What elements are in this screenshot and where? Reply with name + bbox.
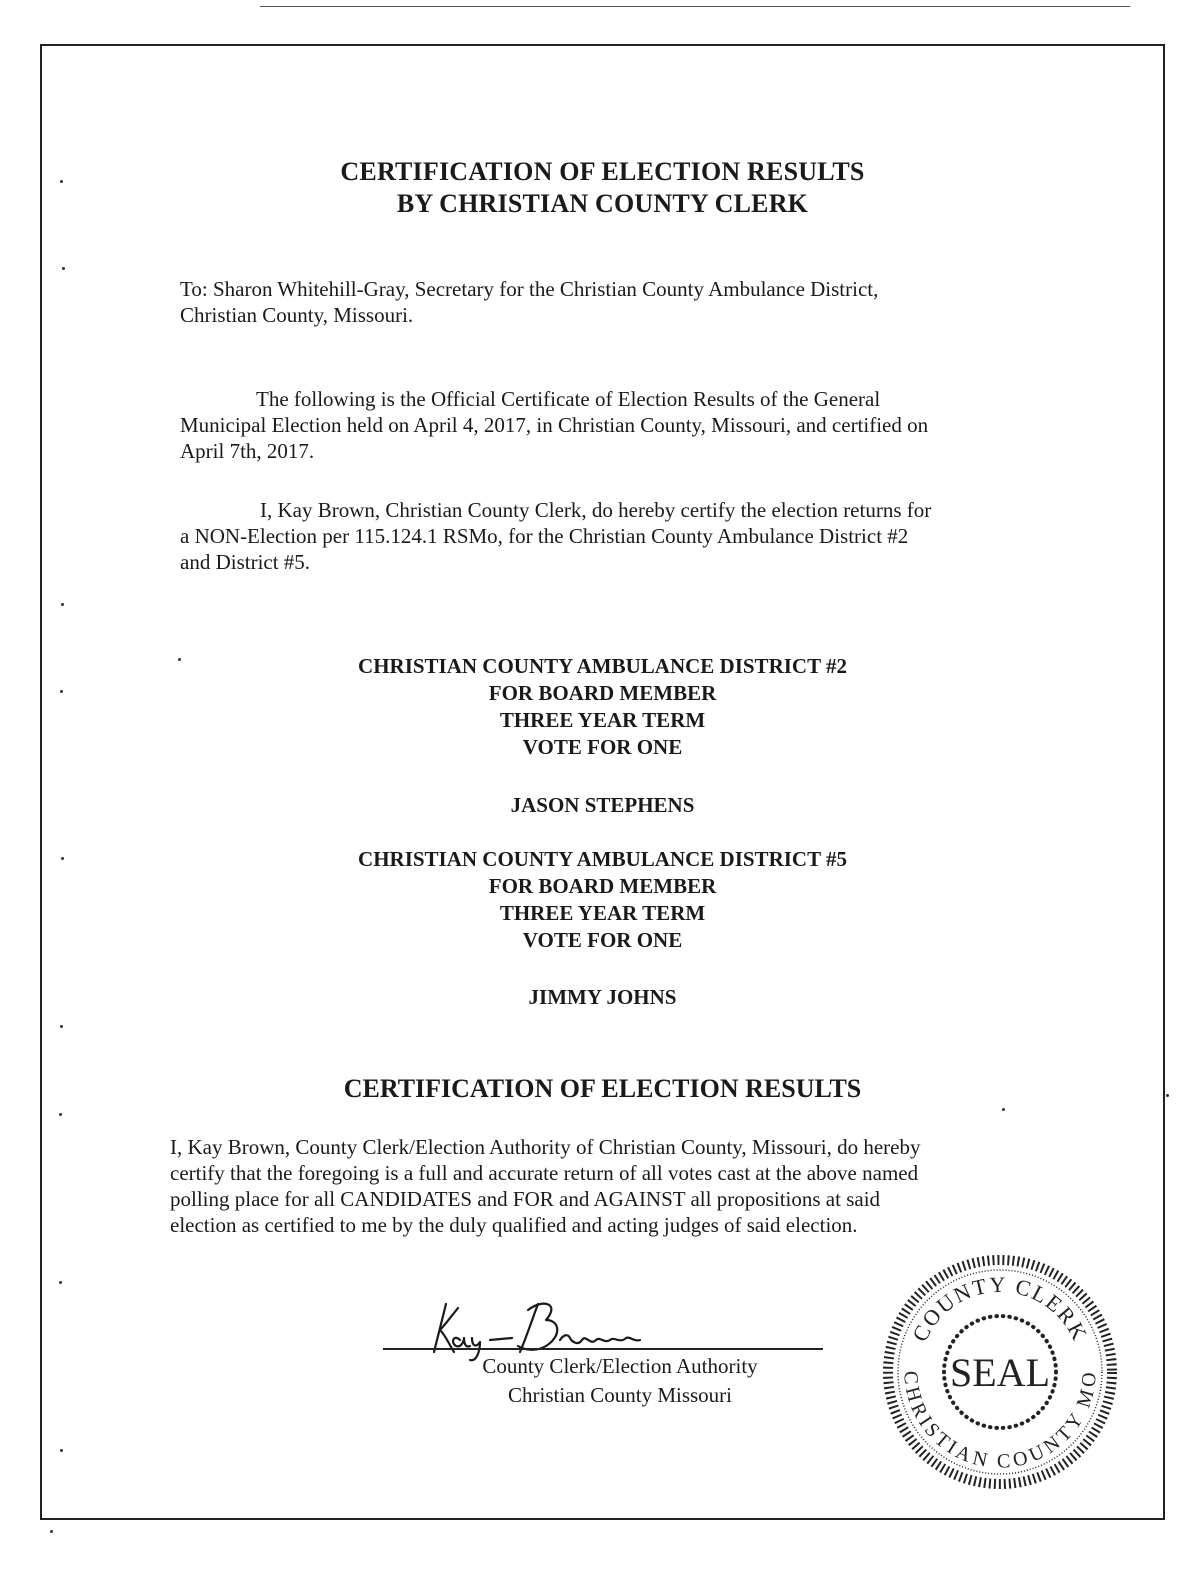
scan-speck [62, 267, 65, 270]
race-vote-instruction: VOTE FOR ONE [522, 928, 683, 952]
addressee-line-1: To: Sharon Whitehill-Gray, Secretary for the Christian County Ambulance District, [180, 277, 879, 301]
certify-line-1: I, Kay Brown, Christian County Clerk, do hereby certify the election returns for [260, 498, 932, 522]
title-line-2: BY CHRISTIAN COUNTY CLERK [396, 189, 809, 218]
intro-line-3: April 7th, 2017. [180, 439, 315, 463]
intro-line-1: The following is the Official Certificate of Election Results of the General [256, 387, 881, 411]
certify-paragraph [180, 497, 931, 575]
race-office: FOR BOARD MEMBER [488, 874, 717, 898]
certification-paragraph [170, 1134, 920, 1238]
addressee [180, 276, 878, 328]
race-vote-instruction: VOTE FOR ONE [522, 735, 683, 759]
seal-top-text: COUNTY CLERK [907, 1271, 1093, 1346]
title-line-1: CERTIFICATION OF ELECTION RESULTS [340, 157, 865, 186]
scan-speck [59, 1113, 62, 1116]
scan-speck [50, 1530, 53, 1533]
race-candidate: JASON STEPHENS [510, 793, 695, 817]
scan-top-rule [260, 6, 1130, 7]
intro-line-2: Municipal Election held on April 4, 2017, in Christian County, Missouri, and certified on [180, 413, 929, 437]
scan-speck [59, 1281, 62, 1284]
certify-line-3: and District #5. [180, 550, 311, 574]
seal-center-text: SEAL [950, 1350, 1050, 1395]
seal-graphic [880, 1252, 1120, 1492]
race-district-name: CHRISTIAN COUNTY AMBULANCE DISTRICT #2 [358, 654, 847, 678]
race-district-5 [0, 846, 1200, 954]
certification-heading: CERTIFICATION OF ELECTION RESULTS [343, 1074, 862, 1103]
signature-caption-line-1: County Clerk/Election Authority [482, 1354, 758, 1378]
race-office: FOR BOARD MEMBER [488, 681, 717, 705]
certify-line-1-wrap [180, 497, 931, 523]
intro-paragraph [180, 386, 928, 464]
signature-line [383, 1348, 823, 1350]
scan-speck [60, 1449, 63, 1452]
addressee-line-2: Christian County, Missouri. [180, 303, 414, 327]
scan-speck [61, 603, 64, 606]
certification-line-2: certify that the foregoing is a full and accurate return of all votes cast at the above named [170, 1161, 919, 1185]
county-clerk-seal [880, 1252, 1120, 1497]
signature-caption [440, 1352, 800, 1410]
race-term: THREE YEAR TERM [499, 901, 706, 925]
seal-bottom-text: CHRISTIAN COUNTY MO [899, 1370, 1101, 1473]
race-district-name: CHRISTIAN COUNTY AMBULANCE DISTRICT #5 [358, 847, 847, 871]
race-district-2 [0, 653, 1200, 761]
certification-line-4: election as certified to me by the duly qualified and acting judges of said election. [170, 1213, 858, 1237]
intro-line-1-wrap [180, 386, 928, 412]
scan-speck [60, 1025, 63, 1028]
race-candidate: JIMMY JOHNS [528, 985, 677, 1009]
certification-line-3: polling place for all CANDIDATES and FOR and AGAINST all propositions at said [170, 1187, 881, 1211]
scan-speck [1002, 1108, 1005, 1111]
certify-line-2: a NON-Election per 115.124.1 RSMo, for the Christian County Ambulance District #2 [180, 524, 909, 548]
certification-line-1: I, Kay Brown, County Clerk/Election Authority of Christian County, Missouri, do hereby [170, 1135, 921, 1159]
signature-caption-line-2: Christian County Missouri [507, 1383, 733, 1407]
document-title [0, 156, 1200, 220]
race-term: THREE YEAR TERM [499, 708, 706, 732]
